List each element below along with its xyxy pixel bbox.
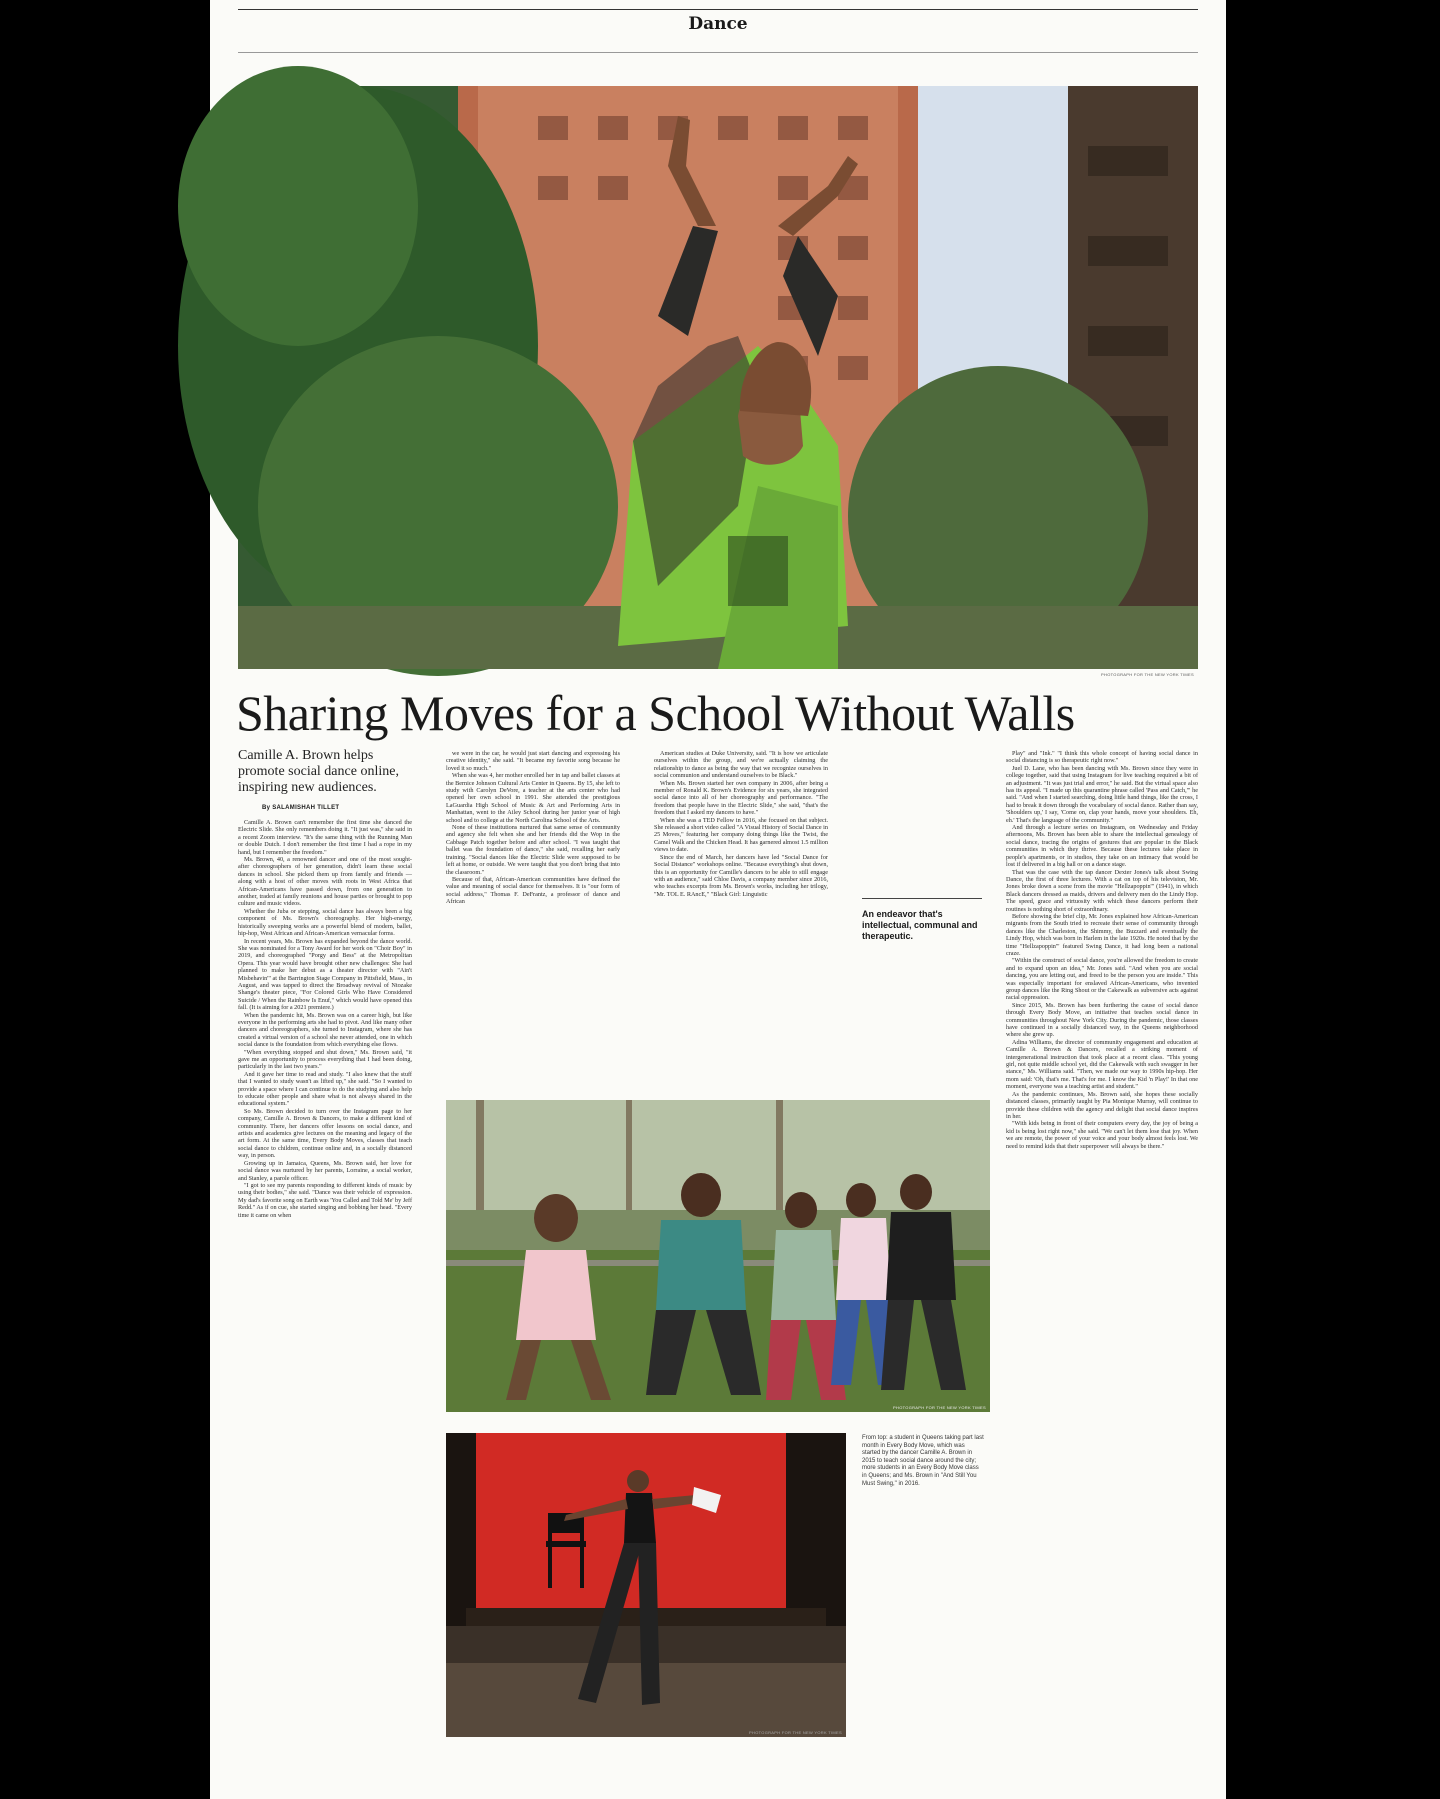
paragraph: "I got to see my parents responding to different kinds of music by using their bodies," she said. "Dance was their vehicle of expression. My dad's favorite song on Earth was 'You Called and Told Me' by Jeff Redd." As if on cue, she started singing and bobbing her head. "Every time it came on when	[238, 1181, 412, 1219]
paragraph: Before showing the brief clip, Mr. Jones explained how African-American migrants from the South tried to recreate their sense of community through dances like the Charleston, the Shimmy, the Buzzard and eventually the Lindy Hop, which was born in Harlem in the late 1920s. He noted that by the time "Hellzapoppin'" featured Swing Dance, it had long been a national craze.	[1006, 912, 1198, 957]
paragraph: And through a lecture series on Instagram, on Wednesday and Friday afternoons, Ms. Brown has been able to share the intellectual genealogy of social dance, tracing the origins of gestures that are popular in the Black communities in which they thrive. Because these lectures take place in people's apartments, or in studios, they take on an intimacy that would be lost if delivered in a big hall or on a dance stage.	[1006, 824, 1198, 869]
section-header	[238, 9, 1198, 53]
article-headline: Sharing Moves for a School Without Walls	[236, 685, 1075, 741]
paragraph: Whether the Juba or stepping, social dance has always been a big component of Ms. Brown's choreography. Her high-energy, historically sweeping works are a powerful blend of modern, ballet, hip-hop, West African and African-American vernacular forms.	[238, 907, 412, 938]
article-column-2	[446, 750, 620, 1090]
paragraph: Growing up in Jamaica, Queens, Ms. Brown said, her love for social dance was nurtured by her parents, Lorraine, a social worker, and Stanley, a parole officer.	[238, 1159, 412, 1182]
paragraph: Because of that, African-American communities have defined the value and meaning of social dance for themselves. It is "our form of social address," Thomas F. DeFrantz, a professor of dance and African	[446, 875, 620, 906]
article-byline: By SALAMISHAH TILLET	[262, 805, 340, 811]
newspaper-page	[210, 0, 1226, 1799]
article-deck: Camille A. Brown helps promote social dance online, inspiring new audiences.	[238, 748, 399, 795]
article-column-4	[1006, 750, 1198, 1760]
paragraph: When the pandemic hit, Ms. Brown was on a career high, but like everyone in the performing arts she had to pivot. And like many other dancers and choreographers, she turned to Instagram, where she has created a virtual version of a school she never attended, one in which social dance is the foundation from which everything else flows.	[238, 1011, 412, 1049]
paragraph: That was the case with the tap dancer Dexter Jones's talk about Swing Dance, the first of three lectures. With a cat on top of his television, Mr. Jones broke down a scene from the movie "Hellzapoppin'" (1941), in which Black dancers dressed as maids, drivers and delivery men do the Lindy Hop. The speed, grace and virtuosity with which these dancers perform their routines is nothing short of extraordinary.	[1006, 868, 1198, 913]
paragraph: So Ms. Brown decided to turn over the Instagram page to her company, Camille A. Brown & Dancers, to make a different kind of community. There, her dancers offer lessons on social dance, and artists and academics give lectures on the meaning and legacy of the art form. At the same time, Every Body Moves, classes that teach social dance to children, continue online and, in a socially distanced way, in person.	[238, 1107, 412, 1160]
pull-quote: An endeavor that's intellectual, communal and therapeutic.	[862, 898, 982, 942]
paragraph: Juel D. Lane, who has been dancing with Ms. Brown since they were in college together, said that using Instagram for live teaching required a bit of an adjustment. "It was just trial and error," he said. But the virtual space also has its appeal. "I made up this quarantine phrase called 'Pass and Catch,'" he said. "And when I started searching, doing little hand things, like the cross, I had to break it down through the vocabulary of social dance. Rather than say, 'Shoulders up,' I say, 'Come on, clap your hands, move your shoulders. Eh, eh.' That's the language of the community."	[1006, 764, 1198, 824]
paragraph: we were in the car, he would just start dancing and expressing his creative identity," she said. "It became my favorite song because he loved it so much."	[446, 750, 620, 772]
photo-caption: From top: a student in Queens taking part last month in Every Body Move, which was started by the dancer Camille A. Brown in 2015 to teach social dance around the city; more students in an Every Body Move class in Queens; and Ms. Brown in "And Still You Must Swing," in 2016.	[862, 1435, 984, 1487]
main-photo-dancer	[238, 86, 1198, 677]
paragraph: And it gave her time to read and study. "I also knew that the stuff that I wanted to study wasn't as lifted up," she said. "So I wanted to provide a space where I can continue to do the studying and also help to educate other people and share what is not always shared in the educational system."	[238, 1070, 412, 1108]
paragraph: As the pandemic continues, Ms. Brown said, she hopes these socially distanced classes, primarily taught by Pia Monique Murray, will continue to provide these children with the agency and delight that social dance inspires in her.	[1006, 1090, 1198, 1120]
main-photo-credit: PHOTOGRAPH FOR THE NEW YORK TIMES	[1101, 672, 1194, 677]
article-column-1	[238, 819, 412, 1759]
paragraph: Camille A. Brown can't remember the first time she danced the Electric Slide. She only remembers doing it. "It just was," she said in a recent Zoom interview. "It's the same thing with the Running Man or double Dutch. I don't remember the first time I had a rope in my hand, but I remember the freedom."	[238, 819, 412, 856]
kids-dance-class-photo	[446, 1100, 990, 1412]
section-title: Dance	[688, 14, 748, 34]
paragraph: American studies at Duke University, said. "It is how we articulate ourselves within the group, and we're actually claiming the relationship to dance as being the way that we recognize ourselves in social communion and understand ourselves to be Black."	[654, 750, 828, 780]
stage-performance-photo	[446, 1433, 846, 1737]
paragraph: Adina Williams, the director of community engagement and education at Camille A. Brown & Dancers, recalled a striking moment of intergenerational instruction that took place at a recent class. "This young girl, not quite middle school yet, did the Cakewalk with such swagger in her stance," Ms. Williams said. "Then, we made our way to 1990s hip-hop. Her mom said: 'Oh, that's me. That's for me. I know the Kid 'n Play!' In that one moment, everyone was a teaching artist and student."	[1006, 1038, 1198, 1091]
paragraph: None of these institutions nurtured that same sense of community and agency she felt when she and her friends did the Wop in the Cabbage Patch together before and after school. "I was taught that ballet was the foundation of dance," she said, recalling her early training. "Social dances like the Electric Slide were supposed to be left at home, or outside. We were taught that you don't bring that into the classroom."	[446, 824, 620, 876]
paragraph: Since 2015, Ms. Brown has been furthering the cause of social dance through Every Body Move, an initiative that teaches social dance in communities throughout New York City. During the pandemic, those classes have continued in a socially distanced way, in the Queens neighborhood where she grew up.	[1006, 1001, 1198, 1039]
paragraph: Ms. Brown, 40, a renowned dancer and one of the most sought-after choreographers of her generation, didn't learn these social dances in school. She picked them up from family and friends — along with a host of other moves with roots in West Africa that African-Americans have passed down, from one generation to another, traded at family reunions and house parties or brought to pop culture and music videos.	[238, 856, 412, 908]
paragraph: Since the end of March, her dancers have led "Social Dance for Social Distance" workshops online. "Because everything's shut down, this is an opportunity for Camille's dancers to be able to still engage with an audience," said Chloe Davis, a company member since 2016, who teaches excerpts from Ms. Brown's works, including her trilogy, "Mr. TOL E. RAncE," "Black Girl: Linguistic	[654, 853, 828, 898]
paragraph: Play" and "Ink." "I think this whole concept of having social dance in social distancing is so therapeutic right now."	[1006, 750, 1198, 765]
paragraph: When Ms. Brown started her own company in 2006, after being a member of Ronald K. Brown's Evidence for six years, she integrated social dance into all of her choreography and performance. "The freedom that people have in the Electric Slide," she said, "that's the freedom that I asked my dancers to have."	[654, 779, 828, 817]
article-column-3	[654, 750, 828, 1090]
paragraph: In recent years, Ms. Brown has expanded beyond the dance world. She was nominated for a Tony Award for her work on "Choir Boy" in 2019, and choreographed "Porgy and Bess" at the Metropolitan Opera. This year would have brought other new challenges: She had planned to make her debut as a theater director with "Ain't Misbehavin'" at the Barrington Stage Company in Pittsfield, Mass., in August, and was tapped to direct the Broadway revival of Ntozake Shange's theater piece, "For Colored Girls Who Have Considered Suicide / When the Rainbow Is Enuf," which would have opened this fall. (It is aiming for a 2021 premiere.)	[238, 937, 412, 1012]
paragraph: "When everything stopped and shut down," Ms. Brown said, "it gave me an opportunity to process everything that I had been doing, particularly in the last two years."	[238, 1048, 412, 1071]
paragraph: When she was 4, her mother enrolled her in tap and ballet classes at the Bernice Johnson Cultural Arts Center in Queens. By 15, she left to study with Carolyn DeVore, a teacher at the arts center who had opened her own school in 1991. She attended the prestigious LaGuardia High School of Music & Art and Performing Arts in Manhattan, went to the Ailey School during her junior year of high school and to college at the North Carolina School of the Arts.	[446, 772, 620, 824]
paragraph: "Within the construct of social dance, you're allowed the freedom to create and to expand upon an idea," Mr. Jones said. "And when you are social dancing, you are letting out, and freed to be the person you are inside." This was especially important for enslaved African-Americans, who invented group dances like the Ring Shout or the Cakewalk as subversive acts against racial oppression.	[1006, 957, 1198, 1002]
paragraph: When she was a TED Fellow in 2016, she focused on that subject. She released a short video called "A Visual History of Social Dance in 25 Moves," featuring her company doing things like the Twist, the Camel Walk and the Chicken Head. It has garnered almost 1.5 million views to date.	[654, 816, 828, 854]
stage-photo-credit: PHOTOGRAPH FOR THE NEW YORK TIMES	[749, 1730, 842, 1735]
kids-photo-credit: PHOTOGRAPH FOR THE NEW YORK TIMES	[893, 1405, 986, 1410]
paragraph: "With kids being in front of their computers every day, the joy of being a kid is being lost right now," she said. "We can't let them lose that joy. When we are remote, the power of your voice and your body almost feels lost. We need to remind kids that their superpower will always be there."	[1006, 1120, 1198, 1150]
